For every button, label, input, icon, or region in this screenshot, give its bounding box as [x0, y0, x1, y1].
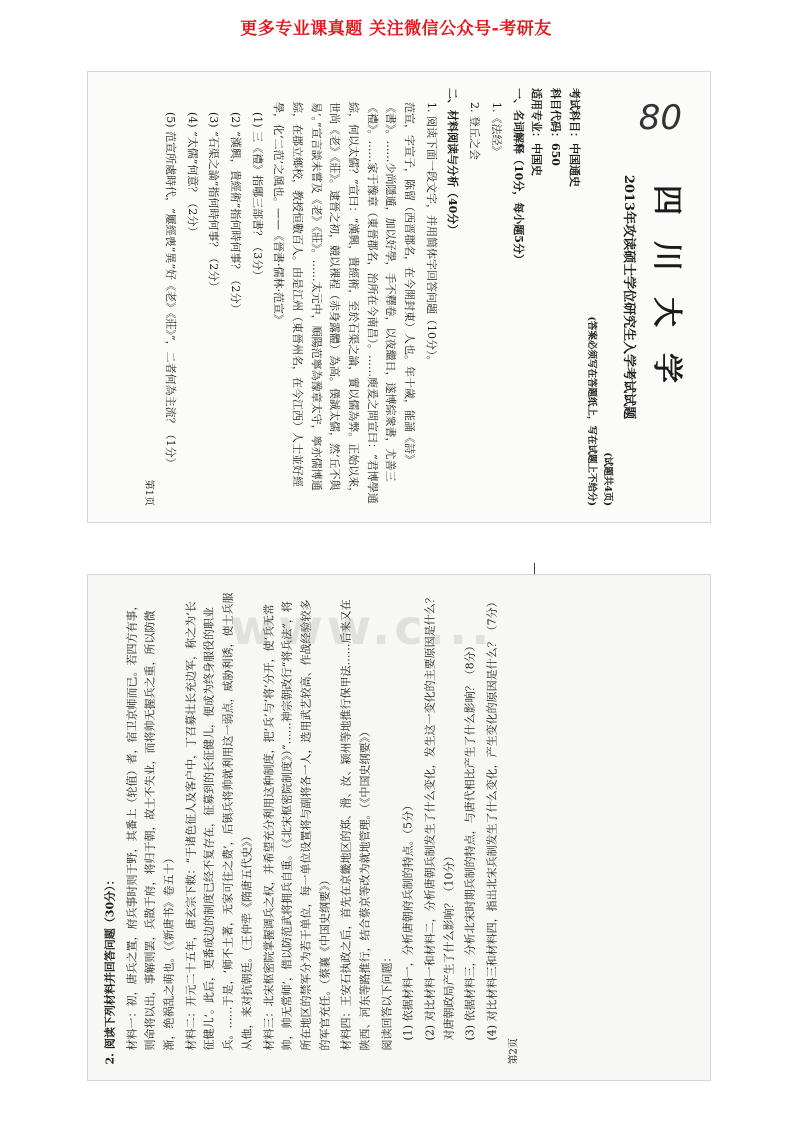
page1-content: [88, 72, 710, 522]
question-1-sub-4: (4) “太儒”何意？（2分）: [185, 112, 199, 238]
exam-subject: 考试科目：中国通史: [567, 88, 581, 187]
material-2: 材料二：开元二十五年，唐玄宗下敕：“于诸色征人及客户中，丁召募壮长充边军，称之为‘长征健儿’。此后，更番成边的制度已经不复存在，征募到的长征健儿，便成为终身服役的职业兵。……于是，‘师不土著，无家可往之费’，后镇兵将帅就利用这一弱点，威胁利诱，使士兵服从他，来对抗朝廷。（王仲荦《隋唐五代史》）: [184, 592, 254, 1051]
pages-note: (试题共4页): [601, 452, 613, 506]
exam-code: 科目代码：650: [548, 88, 562, 166]
exam-page-1: [88, 72, 710, 522]
exam-major: 适用专业：中国史: [530, 88, 544, 176]
material-1: 材料一：初，唐兵之置，府兵事时则于野，其番上（轮值）者，宿卫京师而已。若四方有事，则命将以出，事解则罢，兵散于府，将归于朝，故士不失业，而将帅无握兵之重，所以防微渐，绝祸乱之萌也。（《新唐书》卷五十）: [125, 599, 176, 1051]
handwritten-mark: 80: [638, 98, 682, 138]
material-4: 材料四：王安石执政之后，首先在京畿地区的郑、滑、汝、颍州等地推行保甲法……后来又在陕西、河东等路推行，结合蔡京等改为就地管理。（《中国史纲要》）: [339, 599, 372, 1051]
question-2-task: 阅读回答以下问题：: [380, 951, 394, 1051]
promo-banner: 更多专业课真题 关注微信公众号-考研友: [240, 19, 552, 39]
question-2-sub-3: (3) 依据材料三，分析北宋时期兵制的特点，与唐代相比产生了什么影响？（8分）: [463, 640, 477, 1041]
watermark: www.c...: [230, 600, 494, 656]
term-2: 2. 登丘之会: [468, 102, 482, 160]
question-2-sub-4: (4) 对比材料三和材料四，指出北宋兵制发生了什么变化，产生变化的原因是什么？（7分）: [485, 596, 499, 1041]
question-1-sub-3: (3) “石渠之論”指何時何事？（2分）: [207, 112, 221, 293]
page-2-label: 第2页: [508, 1038, 520, 1065]
question-1-sub-5: (5) 范宣所處時代，“屢經喪”異“好《老》《莊》”，二者何為主流？（1分）: [163, 112, 177, 469]
question-1-sub-2: (2) “漢興，貴經術”指何時何事？（2分）: [228, 112, 242, 315]
term-1: 1.《法经》: [489, 102, 503, 157]
question-1-intro: 1. 阅读下面一段文字，并用简体字回答问题（10分）。: [424, 102, 438, 367]
question-1-sub-1: (1) 三《禮》指哪三部書？（3分）: [250, 112, 264, 282]
answer-notice: (答案必须写在答题纸上，写在试题上不给分): [585, 316, 597, 506]
section-1-heading: 一、名词解释（10分，每小题5分）: [511, 88, 525, 265]
material-3: 材料三：北宋枢密院掌握调兵之权，并希望充分利用这种制度，把‘兵’与‘将’分开，使‘兵无常帅，帅无常师’，借以防范武将拥兵自重。（《北宋枢密院制度》）”……神宗朝改行“将兵法”，将所在地区的禁军分为若干单位，每一单位设置将与副将各一人，选用武艺较高、作战经验较多的军官充任。（蔡襄《中国史纲要》）: [262, 599, 332, 1051]
section-2-heading: 二、材料阅读与分析（40分）: [446, 88, 460, 236]
page-1-label: 第1页: [143, 479, 155, 506]
question-2-intro: 2. 阅读下列材料并回答问题（30分）：: [103, 874, 117, 1065]
exam-title: 2013年攻读硕士学位研究生入学考试试题: [621, 174, 636, 420]
question-2-sub-2: (2) 对比材料一和材料二，分析唐朝兵制发生了什么变化，发生这一变化的主要原因是什么？对唐朝政局产生了什么影响？（10分）: [423, 592, 456, 1041]
question-1-passage: 范宣，字宣子，陈留（西晋郡名，在今開封東）人也。年十歲，能誦《詩》《書》。……少尚隱遁，加以好學，手不釋卷，以夜繼日，遂博綜衆書，尤善三《禮》。……家于豫章（東晉郡名，治所在今南昌）。……庾爰之問宣曰：“君博學通綜，何以太儒？”宣曰：“漢興，貴經術，至於石渠之論，實以儒為弊。正始以來，世尚《老》《莊》。逮晉之初，競以裸裎（赤身露體）為高。僕誠太儒，然‘丘不與易’。”宣言談未嘗及《老》《莊》。……太元中，順陽范寧為豫章太守，寧亦儒博通綜，在郡立鄉校，教授恒數百人。由是江州（東晉州名，在今江西）人士並好經學，化‘二范’之風也。——《晉書·儒林·范宣》: [272, 102, 417, 504]
question-2-sub-1: (1) 依据材料一，分析唐朝府兵制的特点。（5分）: [401, 799, 415, 1041]
university-seal: 四川大学: [649, 185, 684, 409]
